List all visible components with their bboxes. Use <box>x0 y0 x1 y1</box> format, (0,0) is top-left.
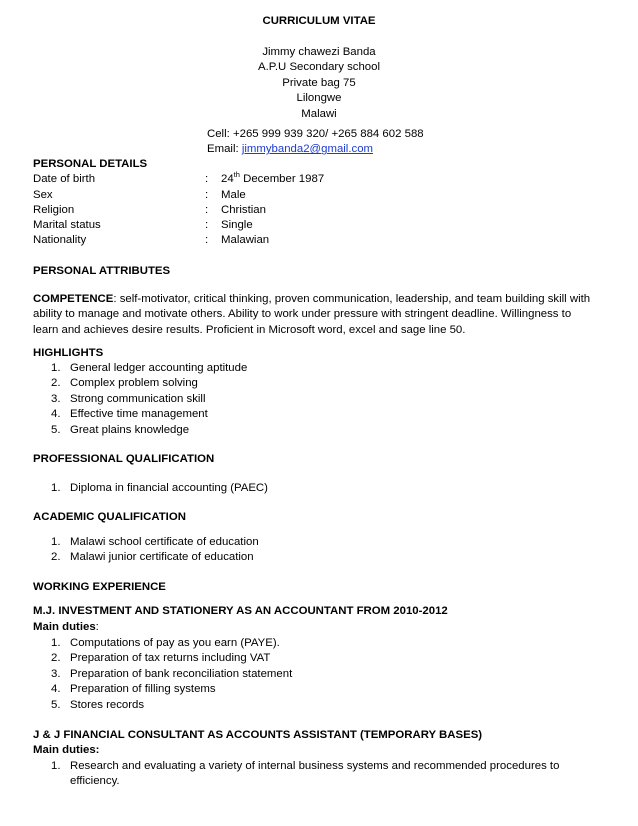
document-title: CURRICULUM VITAE <box>262 15 376 27</box>
academic-list <box>33 535 613 566</box>
address-line: Private bag 75 <box>282 76 356 89</box>
highlights-list <box>33 361 613 438</box>
professional-heading: PROFESSIONAL QUALIFICATION <box>33 453 215 465</box>
competence-paragraph <box>33 292 593 338</box>
experience-heading: WORKING EXPERIENCE <box>33 581 166 593</box>
detail-colon: : <box>205 173 209 185</box>
email-line <box>207 142 424 157</box>
school-name: A.P.U Secondary school <box>258 61 380 74</box>
list-item-text: General ledger accounting aptitude <box>70 362 248 374</box>
cell-numbers: Cell: +265 999 939 320/ +265 884 602 588 <box>207 128 424 140</box>
applicant-name: Jimmy chawezi Banda <box>262 46 376 58</box>
professional-list <box>33 481 613 496</box>
competence-text: : self-motivator, critical thinking, proven communication, leadership, and team building skill with ability to manage and motivate others. Ability to work under pressure with stringent deadline. Willingness to learn and achieves desire results. Proficient in Microsoft word, excel and sage line 50. <box>33 293 591 336</box>
list-item: 2. Preparation of tax returns including VAT <box>51 652 271 665</box>
email-link[interactable]: jimmybanda2@gmail.com <box>241 143 374 156</box>
list-item-text: Computations of pay as you earn (PAYE). <box>70 637 280 649</box>
detail-label: Religion <box>33 204 75 216</box>
list-item-text: Effective time management <box>70 408 208 421</box>
detail-row-nationality <box>33 233 633 248</box>
duties-list <box>33 759 593 790</box>
list-item: 1. Computations of pay as you earn (PAYE). <box>51 637 280 649</box>
header-block <box>0 45 638 122</box>
list-item-text: Stores records <box>70 698 145 711</box>
detail-colon: : <box>205 204 209 216</box>
detail-label: Nationality <box>33 234 87 246</box>
academic-heading: ACADEMIC QUALIFICATION <box>33 511 186 523</box>
detail-value: Single <box>221 219 253 231</box>
dob-rest: December 1987 <box>239 173 325 185</box>
list-item: 2. Complex problem solving <box>51 377 198 390</box>
list-item-text: Preparation of bank reconciliation statement <box>70 667 293 680</box>
detail-value <box>221 172 324 187</box>
list-item-text: Research and evaluating a variety of internal business systems and recommended procedures to efficiency. <box>70 760 560 788</box>
list-item: 5. Stores records <box>51 698 145 711</box>
list-item: 1. Diploma in financial accounting (PAEC) <box>51 482 268 494</box>
duties-label-colon: : <box>95 621 99 633</box>
list-item: 1. Research and evaluating a variety of internal business systems and recommended procedures to efficiency. <box>51 760 560 788</box>
list-item: 4. Effective time management <box>51 408 208 421</box>
highlights-heading: HIGHLIGHTS <box>33 347 104 359</box>
country: Malawi <box>301 107 337 120</box>
detail-label: Date of birth <box>33 173 96 185</box>
main-duties-label <box>33 620 99 635</box>
detail-row-dob <box>33 172 633 187</box>
detail-value: Christian <box>221 204 266 216</box>
competence-label: COMPETENCE <box>33 293 114 305</box>
detail-colon: : <box>205 189 209 201</box>
main-duties-label: Main duties: <box>33 744 100 756</box>
list-item-text: Preparation of tax returns including VAT <box>70 652 271 665</box>
list-item-text: Preparation of filling systems <box>70 683 216 696</box>
dob-suffix: th <box>233 170 240 180</box>
list-item-text: Strong communication skill <box>70 392 206 405</box>
list-item: 1. General ledger accounting aptitude <box>51 362 248 374</box>
detail-colon: : <box>205 219 209 231</box>
job-title: J & J FINANCIAL CONSULTANT AS ACCOUNTS ASSISTANT (TEMPORARY BASES) <box>33 729 483 741</box>
list-item: 3. Strong communication skill <box>51 392 206 405</box>
detail-row-sex <box>33 188 633 203</box>
list-item-text: Diploma in financial accounting (PAEC) <box>70 482 268 494</box>
detail-label: Marital status <box>33 219 101 231</box>
list-item: 2. Malawi junior certificate of education <box>51 551 254 564</box>
job-title: M.J. INVESTMENT AND STATIONERY AS AN ACCOUNTANT FROM 2010-2012 <box>33 605 448 617</box>
dob-day: 24 <box>221 173 234 185</box>
city: Lilongwe <box>296 92 342 105</box>
list-item: 4. Preparation of filling systems <box>51 683 216 696</box>
list-item: 3. Preparation of bank reconciliation statement <box>51 667 293 680</box>
detail-row-religion <box>33 203 633 218</box>
attributes-heading: PERSONAL ATTRIBUTES <box>33 265 171 277</box>
list-item-text: Great plains knowledge <box>70 423 190 436</box>
detail-row-marital <box>33 218 633 233</box>
list-item-text: Malawi school certificate of education <box>70 536 259 548</box>
duties-list <box>33 636 613 713</box>
list-item: 1. Malawi school certificate of education <box>51 536 259 548</box>
duties-label-text: Main duties <box>33 621 96 633</box>
detail-value: Malawian <box>221 234 270 246</box>
detail-value: Male <box>221 189 246 201</box>
personal-details-heading: PERSONAL DETAILS <box>33 158 148 170</box>
list-item-text: Complex problem solving <box>70 377 198 390</box>
contact-block <box>207 127 424 158</box>
email-label: Email: <box>207 143 242 156</box>
detail-colon: : <box>205 234 209 246</box>
list-item: 5. Great plains knowledge <box>51 423 190 436</box>
detail-label: Sex <box>33 189 53 201</box>
list-item-text: Malawi junior certificate of education <box>70 551 254 564</box>
